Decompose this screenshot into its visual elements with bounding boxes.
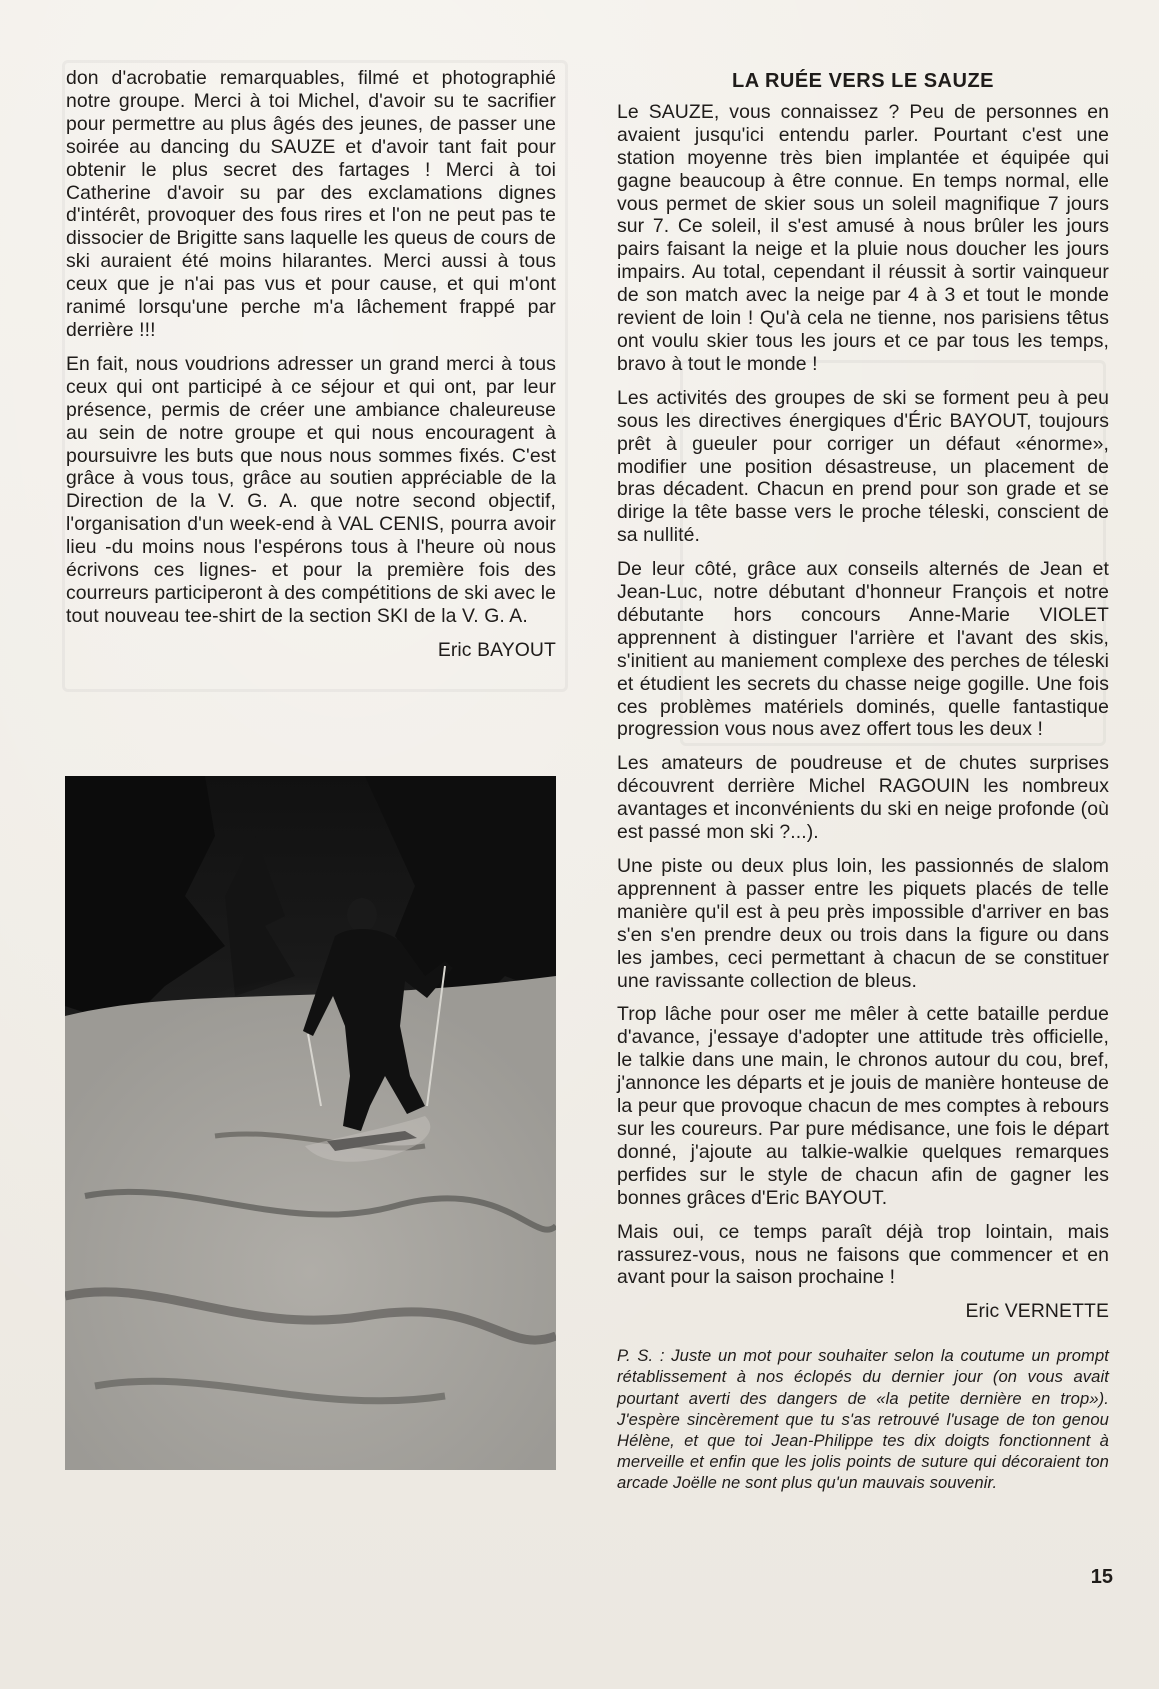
skier-photo-drawing [65, 776, 556, 1470]
right-paragraph-7: Mais oui, ce temps paraît déjà trop lointain, mais rassurez-vous, nous ne faisons que commencer et en avant pour la saison prochaine ! [617, 1220, 1109, 1289]
postscript: P. S. : Juste un mot pour souhaiter selon la coutume un prompt rétablissement à nos éclopés du dernier jour (on vous avait pourtant averti des dangers de «la petite dernière en trop»). J'espère sincèrement que tu s'as retrouvé l'usage de ton genou Hélène, et que toi Jean-Philippe tes dix doigts fonctionnent à merveille et enfin que les jolis points de suture qui décoraient ton arcade Joëlle ne sont plus qu'un mauvais souvenir. [617, 1346, 1109, 1493]
left-paragraph-2: En fait, nous voudrions adresser un grand merci à tous ceux qui ont participé à ce séjour et qui ont, par leur présence, permis de créer une ambiance chaleureuse au sein de notre groupe et qui nous encouragent à poursuivre les buts que nous nous sommes fixés. C'est grâce à vous tous, grâce au soutien appréciable de la Direction de la V. G. A. que notre second objectif, l'organisation d'un week-end à VAL CENIS, pourra avoir lieu -du moins nous l'espérons tous à l'heure où nous écrivons ces lignes- et pour la première fois des courreurs participeront à des compétitions de ski avec le tout nouveau tee-shirt de la section SKI de la V. G. A. [66, 352, 556, 627]
right-paragraph-4: Les amateurs de poudreuse et de chutes surprises découvrent derrière Michel RAGOUIN les nombreux avantages et inconvénients du ski en neige profonde (où est passé mon ski ?...). [617, 752, 1109, 844]
page-number: 15 [1090, 1566, 1113, 1588]
article-title: LA RUÉE VERS LE SAUZE [731, 70, 994, 92]
right-paragraph-5: Une piste ou deux plus loin, les passionnés de slalom apprennent à passer entre les piquets placés de telle manière qu'il est à peu près impossible d'arriver en bas s'en s'en prendre deux ou trois dans la figure ou dans les jambes, ceci permettant à chacun de se constituer une ravissante collection de bleus. [617, 855, 1109, 992]
right-paragraph-2: Les activités des groupes de ski se forment peu à peu sous les directives énergiques d'Éric BAYOUT, toujours prêt à gueuler pour corriger un défaut «énorme», modifier une position désastreuse, un placement de bras décadent. Chacun en prend pour son grade et se dirige la tête basse vers le proche téleski, conscient de sa nullité. [617, 386, 1109, 547]
left-paragraph-1: don d'acrobatie remarquables, filmé et photographié notre groupe. Merci à toi Michel, d'avoir su te sacrifier pour permettre au plus âgés des jeunes, de passer une soirée au dancing du SAUZE et d'avoir tant fait pour obtenir le plus secret des fartages ! Merci à toi Catherine d'avoir su par des exclamations dignes d'intérêt, provoquer des fous rires et l'on ne peut pas te dissocier de Brigitte sans laquelle les queus de cours de ski auraient été moins hilarantes. Merci aussi à tous ceux que je n'ai pas vus et pour cause, et qui m'ont ranimé lorsqu'une perche m'a lâchement frappé par derrière !!! [66, 67, 556, 341]
right-paragraph-6: Trop lâche pour oser me mêler à cette bataille perdue d'avance, j'essaye d'adopter une attitude très officielle, le talkie dans une main, le chronos autour du cou, bref, j'annonce les départs et je jouis de manière honteuse de la peur que provoque chacun de mes comptes à rebours sur les coureurs. Par pure médisance, une fois le départ donné, j'ajoute au talkie-walkie quelques remarques perfides sur le style de chacun afin de gagner les bonnes grâces d'Eric BAYOUT. [617, 1003, 1109, 1209]
right-signature: Eric VERNETTE [965, 1300, 1109, 1323]
right-column [617, 70, 1109, 1494]
left-signature: Eric BAYOUT [437, 638, 556, 661]
left-column [66, 67, 556, 673]
right-paragraph-1: Le SAUZE, vous connaissez ? Peu de personnes en avaient jusqu'ici entendu parler. Pourtant c'est une station moyenne très bien implantée et équipée qui gagne beaucoup à être connue. En temps normal, elle vous permet de skier sous un soleil magnifique 7 jours sur 7. Ce soleil, il s'est amusé à nous brûler les jours pairs faisant la neige et la pluie nous doucher les jours impairs. Au total, cependant il réussit à sortir vainqueur de son match avec la neige par 4 à 3 et tout le monde revient de loin ! Qu'à cela ne tienne, nos parisiens têtus ont voulu skier tous les jours et ce par tous les temps, bravo à tout le monde ! [617, 100, 1109, 375]
right-paragraph-3: De leur côté, grâce aux conseils alternés de Jean et Jean-Luc, notre débutant d'honneur François et notre débutante hors concours Anne-Marie VIOLET apprennent à distinguer l'arrière et l'avant des skis, s'initient au maniement complexe des perches de téleski et étudient les secrets du chasse neige gogille. Une fois ces problèmes matériels dominés, quelle fantastique progression vous nous avez offert tous les deux ! [617, 558, 1109, 741]
skier-photo [65, 776, 556, 1470]
